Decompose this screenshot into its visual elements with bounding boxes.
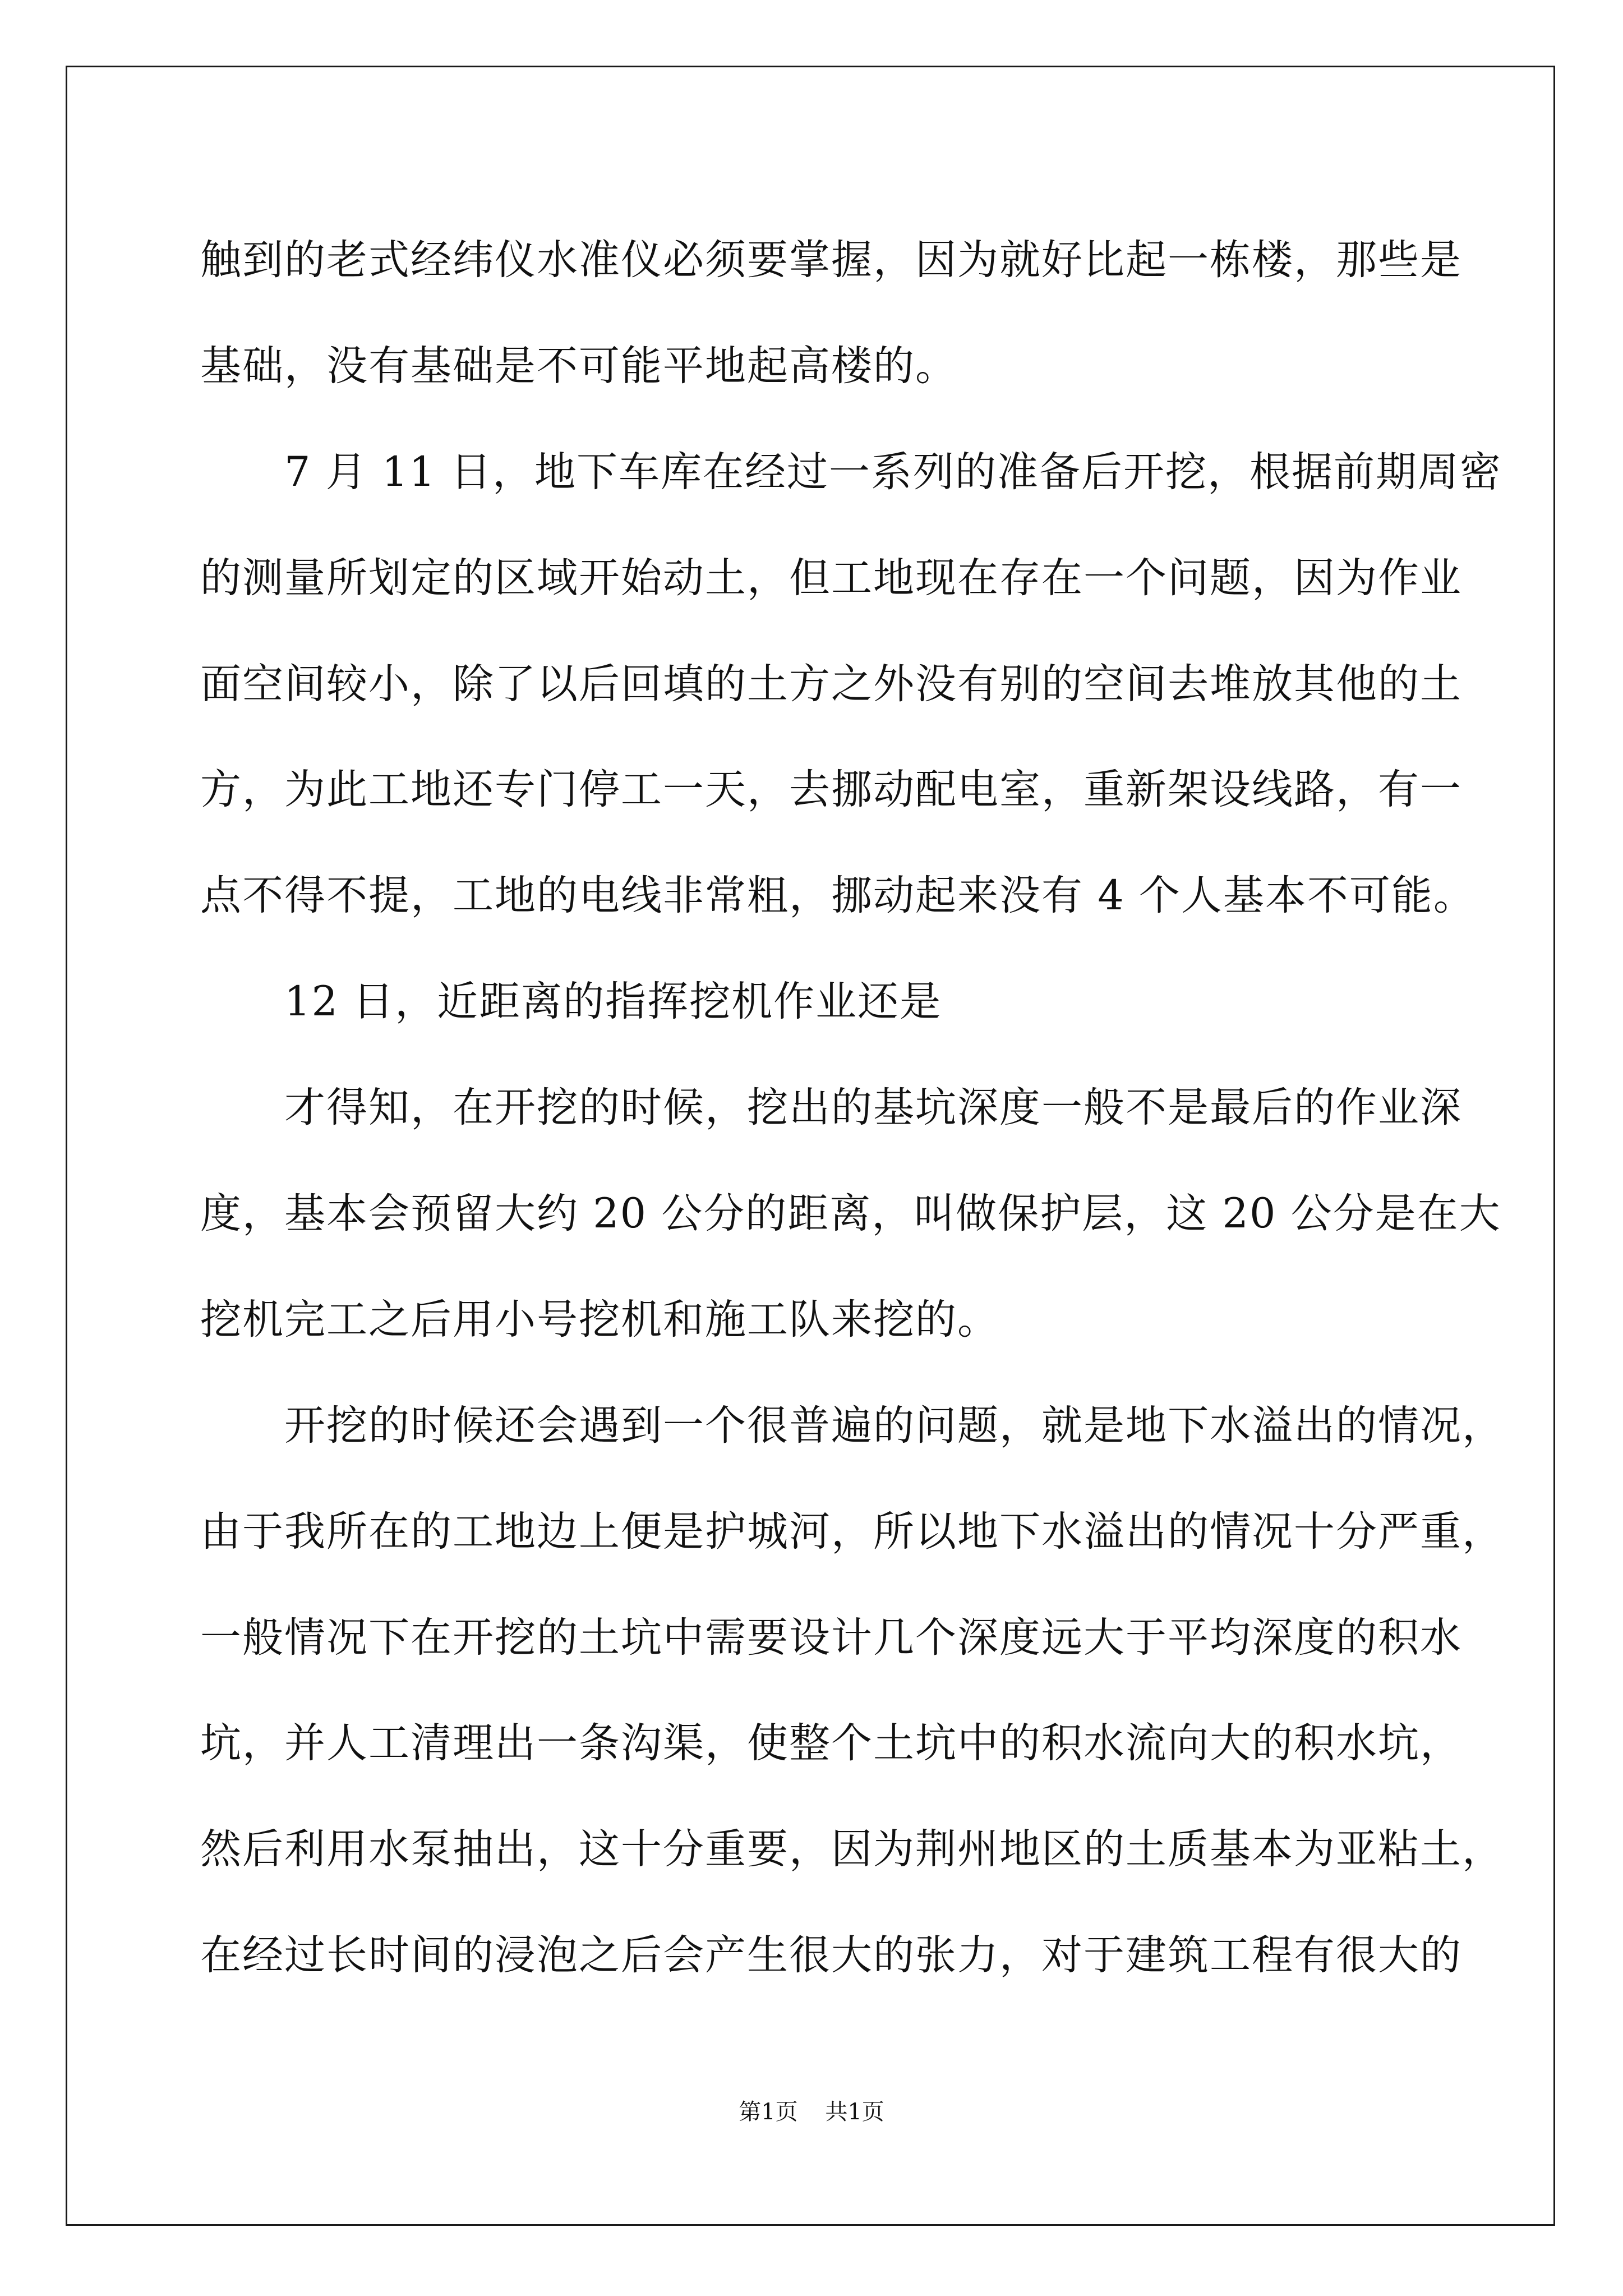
text-line: 一般情况下在开挖的土坑中需要设计几个深度远大于平均深度的积水 xyxy=(200,1613,1462,1662)
text-line: 在经过长时间的浸泡之后会产生很大的张力，对于建筑工程有很大的 xyxy=(200,1931,1462,1980)
text-line: 度，基本会预留大约 20 公分的距离，叫做保护层，这 20 公分是在大 xyxy=(200,1190,1501,1238)
text-line: 12 日，近距离的指挥挖机作业还是 xyxy=(200,978,942,1026)
page-footer xyxy=(0,2095,1623,2129)
text-line: 坑，并人工清理出一条沟渠，使整个土坑中的积水流向大的积水坑， xyxy=(200,1719,1462,1768)
page-number: 第1页 xyxy=(739,2099,798,2125)
text-line: 的测量所划定的区域开始动土，但工地现在存在一个问题，因为作业 xyxy=(200,554,1462,602)
text-line: 由于我所在的工地边上便是护城河，所以地下水溢出的情况十分严重， xyxy=(200,1507,1504,1556)
text-line: 方，为此工地还专门停工一天，去挪动配电室，重新架设线路，有一 xyxy=(200,766,1462,814)
text-line: 才得知，在开挖的时候，挖出的基坑深度一般不是最后的作业深 xyxy=(200,1084,1462,1132)
page-total: 共1页 xyxy=(825,2099,884,2125)
text-line: 7 月 11 日，地下车库在经过一系列的准备后开挖，根据前期周密 xyxy=(200,448,1502,496)
text-line: 挖机完工之后用小号挖机和施工队来挖的。 xyxy=(200,1295,999,1343)
text-line: 面空间较小，除了以后回填的土方之外没有别的空间去堆放其他的土 xyxy=(200,660,1462,708)
document-body xyxy=(200,208,1504,2009)
text-line: 然后利用水泵抽出，这十分重要，因为荆州地区的土质基本为亚粘土， xyxy=(200,1825,1504,1874)
text-line: 基础，没有基础是不可能平地起高楼的。 xyxy=(200,342,957,390)
text-line: 点不得不提，工地的电线非常粗，挪动起来没有 4 个人基本不可能。 xyxy=(200,872,1476,920)
text-line: 触到的老式经纬仪水准仪必须要掌握，因为就好比起一栋楼，那些是 xyxy=(200,236,1462,284)
text-line: 开挖的时候还会遇到一个很普遍的问题，就是地下水溢出的情况， xyxy=(200,1401,1504,1450)
